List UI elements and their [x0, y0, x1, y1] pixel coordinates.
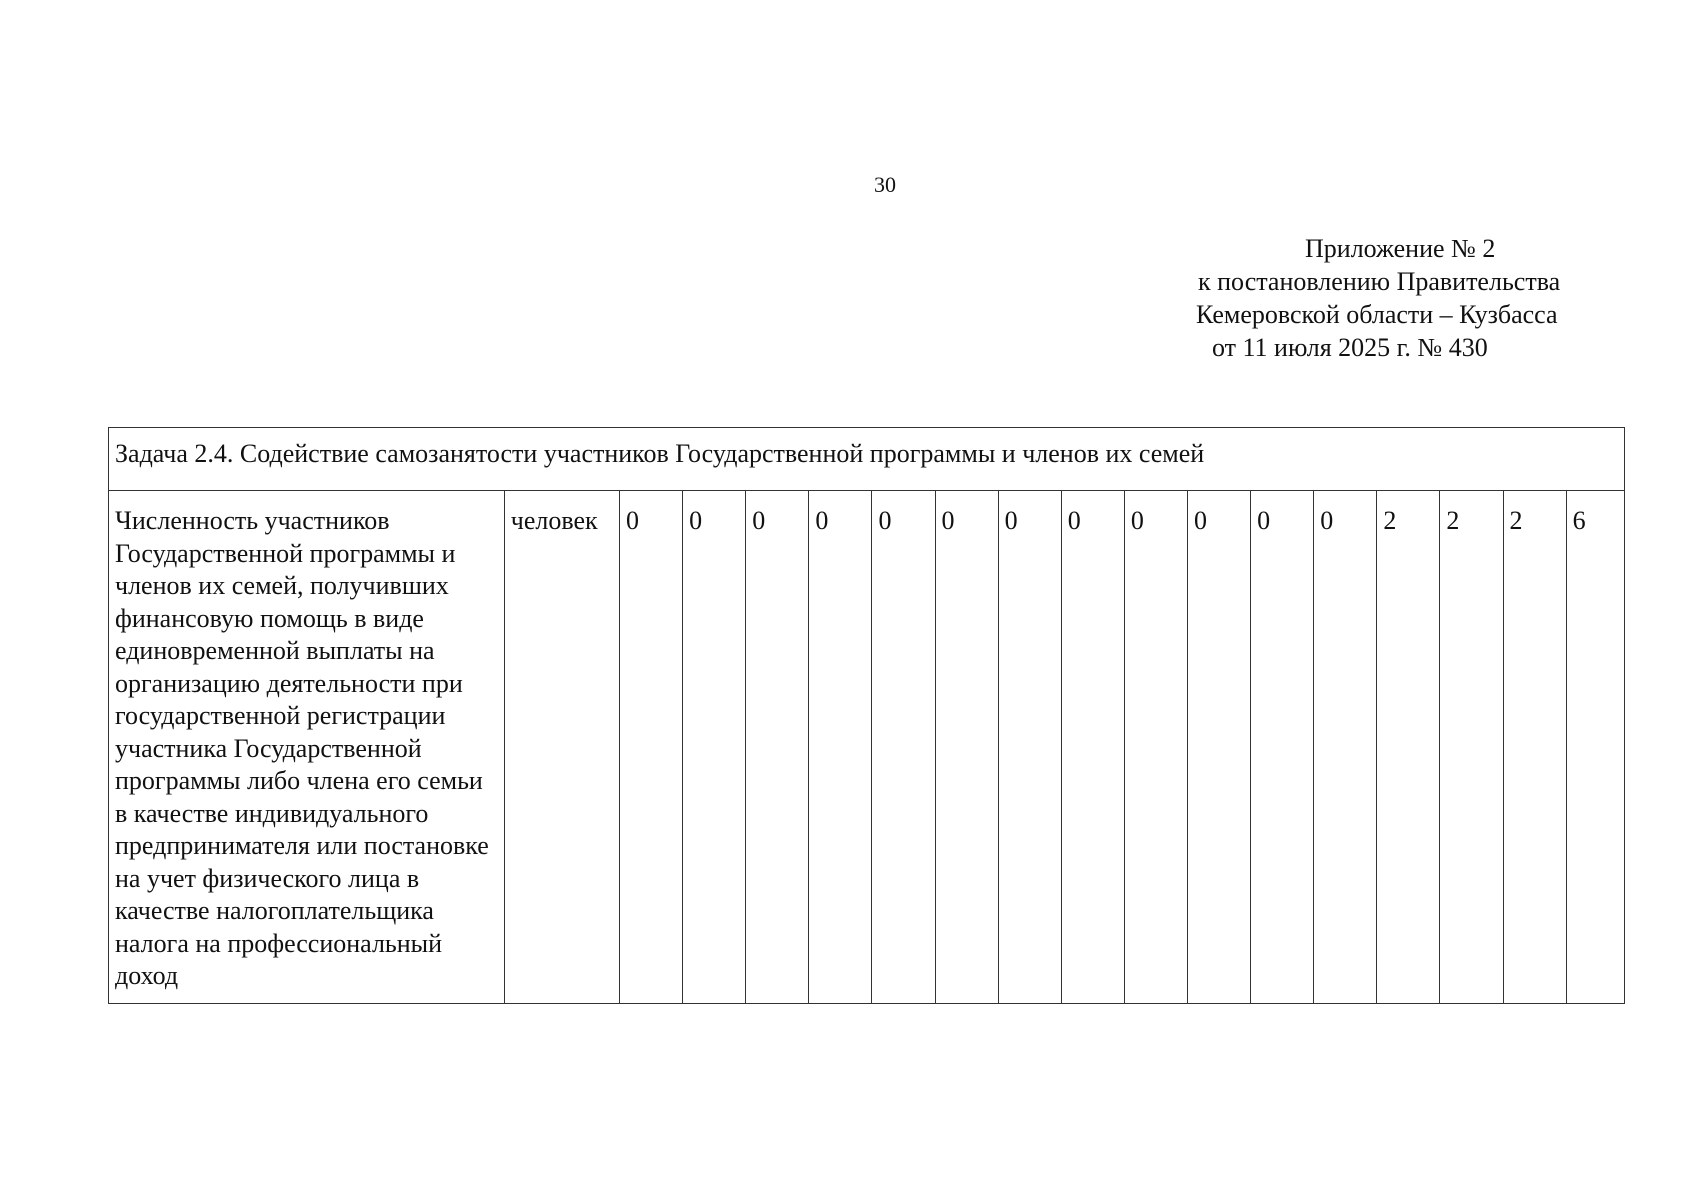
indicator-table [108, 427, 1625, 1004]
value-cell: 0 [998, 491, 1061, 1004]
appendix-region: Кемеровской области – Кузбасса [1196, 300, 1558, 329]
unit-cell: человек [504, 491, 619, 1004]
value-cell: 0 [746, 491, 809, 1004]
value-cell: 2 [1503, 491, 1566, 1004]
value-cell: 2 [1377, 491, 1440, 1004]
value-cell: 6 [1566, 491, 1624, 1004]
value-cell: 0 [1124, 491, 1187, 1004]
appendix-date: от 11 июля 2025 г. № 430 [1212, 333, 1488, 362]
value-cell: 0 [1061, 491, 1124, 1004]
value-cell: 0 [809, 491, 872, 1004]
appendix-header [1140, 232, 1620, 364]
value-cell: 2 [1440, 491, 1503, 1004]
table-row [109, 491, 1625, 1004]
appendix-title: Приложение № 2 [1305, 234, 1496, 263]
appendix-resolution: к постановлению Правительства [1198, 267, 1561, 296]
task-heading: Задача 2.4. Содействие самозанятости участников Государственной программы и членов их семей [109, 428, 1625, 491]
task-row [109, 428, 1625, 491]
value-cell: 0 [1251, 491, 1314, 1004]
indicator-name: Численность участников Государственной программы и членов их семей, получивших финансовую помощь в виде единовременной выплаты на организацию деятельности при государственной регистрации участника Государственной программы либо члена его семьи в качестве индивидуального предпринимателя или постановке на учет физического лица в качестве налогоплательщика налога на профессиональный доход [109, 491, 505, 1004]
page-number: 30 [874, 172, 896, 197]
value-cell: 0 [872, 491, 935, 1004]
value-cell: 0 [1187, 491, 1250, 1004]
value-cell: 0 [1314, 491, 1377, 1004]
value-cell: 0 [620, 491, 683, 1004]
value-cell: 0 [683, 491, 746, 1004]
value-cell: 0 [935, 491, 998, 1004]
